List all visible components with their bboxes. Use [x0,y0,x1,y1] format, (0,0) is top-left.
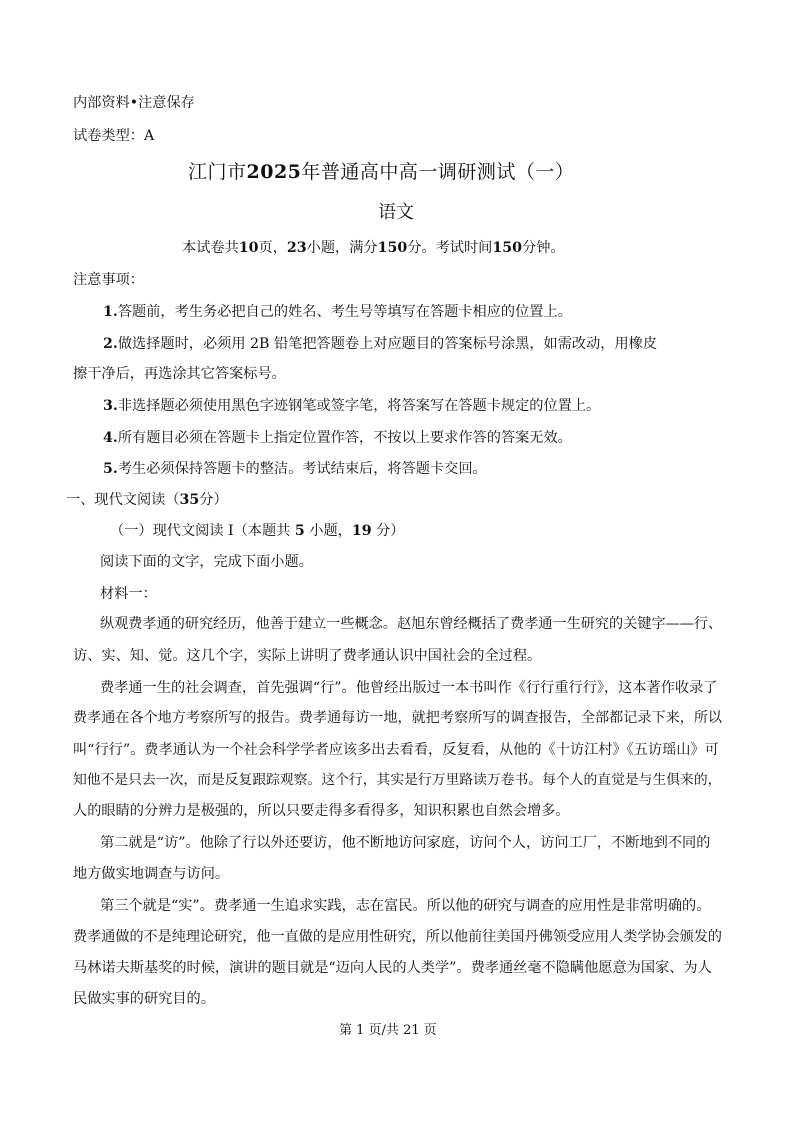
material-label: 材料一： [100,586,157,602]
reading-instruction: 阅读下面的文字，完成下面小题。 [100,554,313,570]
confidential-label: 内部资料•注意保存 [73,95,195,111]
note-5: 5.考生必须保持答题卡的整洁。考试结束后，将答题卡交回。 [103,461,487,477]
body-line: 人的眼睛的分辨力是极强的，所以只要走得多看得多，知识积累也自然会增多。 [73,803,570,819]
body-line: 地方做实地调查与访问。 [73,866,230,882]
subject-title: 语文 [378,202,414,223]
body-line: 马林诺夫斯基奖的时候，演讲的题目就是“迈向人民的人类学”。费孝通丝毫不隐瞒他愿意为国家、为人 [73,960,712,976]
body-line: 费孝通做的不是纯理论研究，他一直做的是应用性研究，所以他前往美国丹佛领受应用人类学协会颁发的 [73,929,723,945]
note-2: 2.做选择题时，必须用 2B 铅笔把答题卷上对应题目的答案标号涂黑，如需改动，用橡皮 [103,336,658,352]
body-line: 纵观费孝通的研究经历，他善于建立一些概念。赵旭东曾经概括了费孝通一生研究的关键字——行、 [100,616,723,632]
note-4: 4.所有题目必须在答题卡上指定位置作答，不按以上要求作答的答案无效。 [103,430,572,446]
note-1: 1.答题前，考生务必把自己的姓名、考生号等填写在答题卡相应的位置上。 [103,304,572,320]
exam-info: 本试卷共10页，23小题，满分150分。考试时间150分钟。 [182,240,565,256]
body-line: 民做实事的研究目的。 [73,991,215,1007]
note-3: 3.非选择题必须使用黑色字迹钢笔或签字笔，将答案写在答题卡规定的位置上。 [103,398,601,414]
body-line: 知他不是只去一次，而是反复跟踪观察。这个行，其实是行万里路读万卷书。每个人的直觉是与生俱来的， [73,772,722,788]
subsection-heading: （一）现代文阅读 I（本题共 5 小题，19 分） [110,523,405,539]
body-line: 叫“行行”。费孝通认为一个社会科学学者应该多出去看看，反复看，从他的《十访江村》《五访瑶山》可 [73,742,719,758]
section-heading: 一、现代文阅读（35分） [66,492,228,508]
body-line: 访、实、知、觉。这几个字，实际上讲明了费孝通认识中国社会的全过程。 [73,648,542,664]
body-line: 第二就是“访”。他除了行以外还要访，他不断地访问家庭，访问个人，访问工厂，不断地到不同的 [100,835,711,851]
page-footer: 第 1 页/共 21 页 [339,1023,437,1038]
paper-type-label: 试卷类型：A [73,128,155,144]
body-line: 费孝通一生的社会调查，首先强调“行”。他曾经出版过一本书叫作《行行重行行》，这本著作收录了 [100,680,718,696]
notes-heading: 注意事项： [73,272,144,288]
body-line: 第三个就是“实”。费孝通一生追求实践，志在富民。所以他的研究与调查的应用性是非常明确的。 [100,898,711,914]
exam-title: 江门市2025年普通高中高一调研测试（一） [188,161,575,183]
body-line: 费孝通在各个地方考察所写的报告。费孝通每访一地，就把考察所写的调查报告，全部都记录下来，所以 [73,710,723,726]
note-2-cont: 擦干净后，再选涂其它答案标号。 [73,366,286,382]
